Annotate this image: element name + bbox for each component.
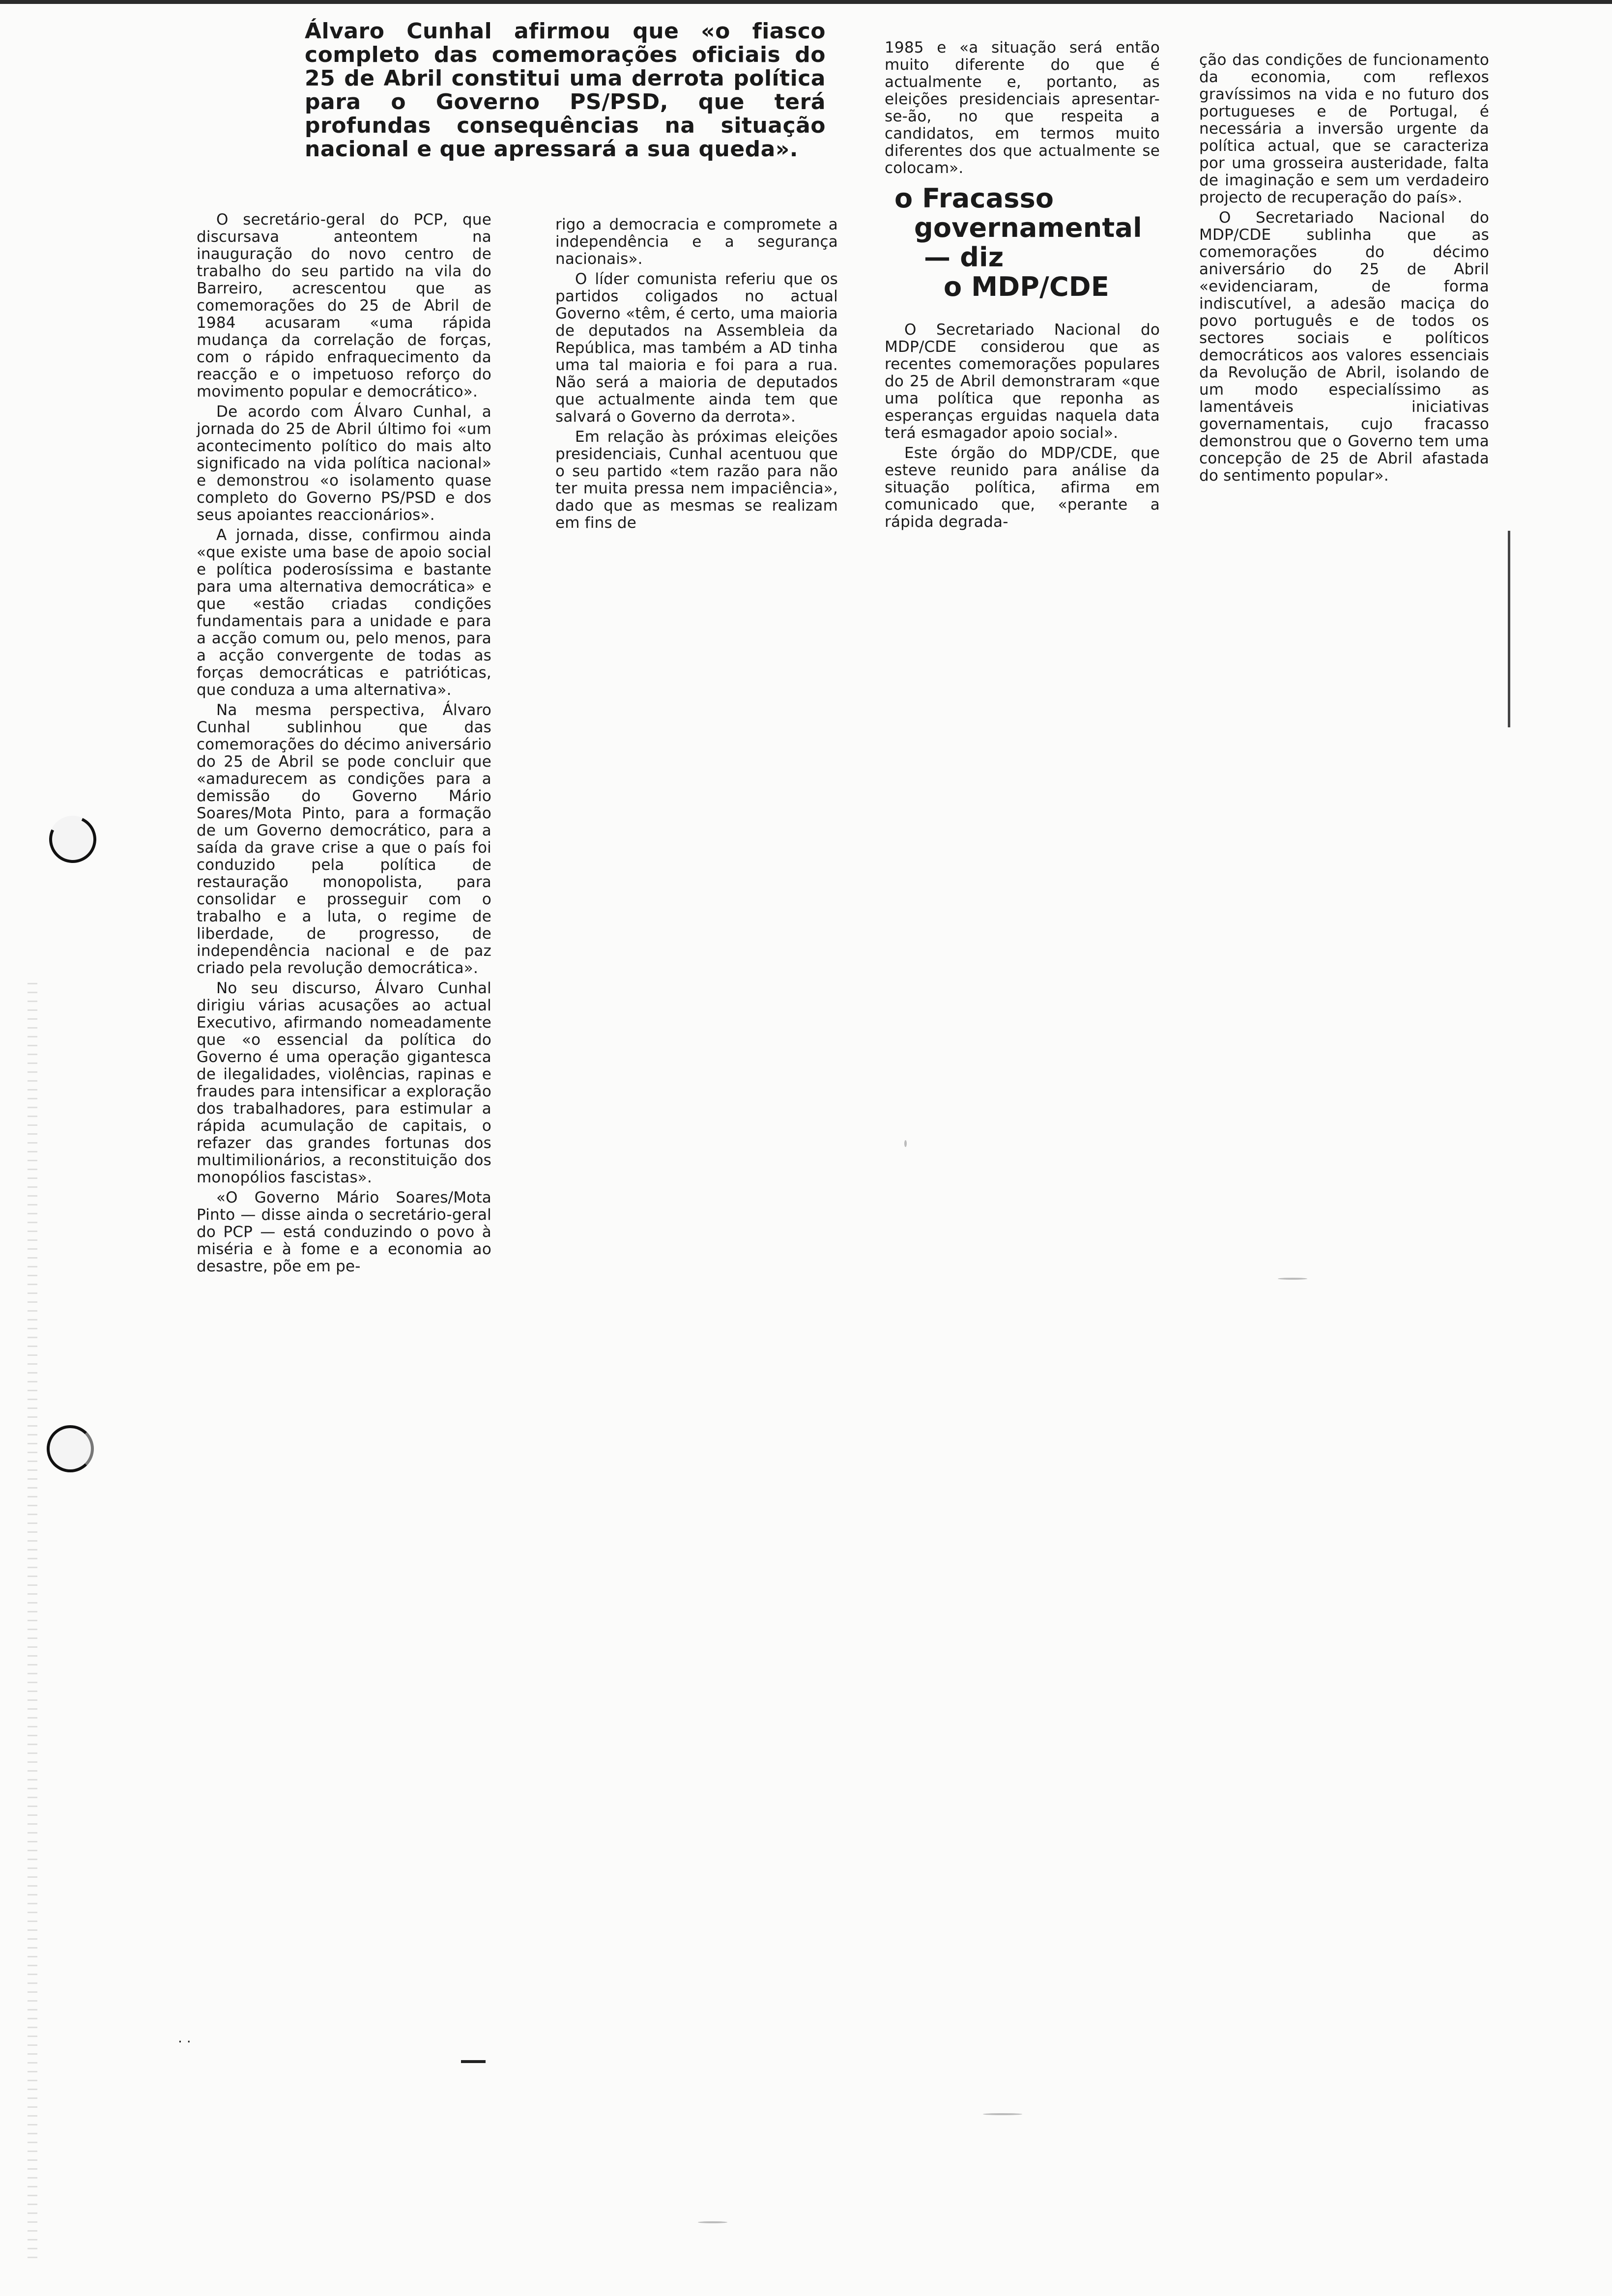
paragraph: rigo a democracia e compromete a independência e a segurança nacionais». (555, 216, 838, 268)
headline-line: o Fracasso (894, 183, 1054, 214)
trailing-dots: . . (178, 2030, 191, 2046)
article-column-1 (197, 211, 491, 1278)
paragraph: A jornada, disse, confirmou ainda «que existe uma base de apoio social e política poderosíssima e bastante para uma alternativa democrática» e que «estão criadas condições fundamentais para a unidade e para a acção comum ou, pelo menos, para a acção convergente de todas as forças democráticas e patrióticas, que conduza a uma alternativa». (197, 526, 491, 699)
paragraph: De acordo com Álvaro Cunhal, a jornada do 25 de Abril último foi «um acontecimento político do mais alto significado na vida política nacional» e demonstrou «o isolamento quase completo do Governo PS/PSD e dos seus apoiantes reaccionários». (197, 403, 491, 524)
article-column-2 (555, 216, 838, 535)
paragraph: O secretário-geral do PCP, que discursava anteontem na inauguração do novo centro de trabalho do seu partido na vila do Barreiro, acrescentou que as comemorações do 25 de Abril de 1984 acusaram «uma rápida mudança da correlação de forças, com o rápido enfraquecimento da reacção e o impetuoso reforço do movimento popular e democrático». (197, 211, 491, 401)
binder-hole-top (42, 809, 103, 869)
paragraph: ção das condições de funcionamento da economia, com reflexos gravíssimos na vida e no futuro dos portugueses e de Portugal, é necessária a inversão urgente da política actual, que se caracteriza por uma grosseira austeridade, falta de imaginação e sem um verdadeiro projecto de recuperação do país». (1199, 51, 1489, 206)
scan-speck (904, 1140, 907, 1147)
scan-speck (698, 2221, 727, 2223)
binder-hole-bottom (47, 1425, 94, 1472)
paragraph: O Secretariado Nacional do MDP/CDE considerou que as recentes comemorações populares do 25 de Abril demonstraram «que uma política que reponha as esperanças erguidas naquela data terá esmagador apoio social». (885, 321, 1160, 442)
paragraph: No seu discurso, Álvaro Cunhal dirigiu várias acusações ao actual Executivo, afirmando nomeadamente que «o essencial da política do Governo é uma operação gigantesca de ilegalidades, violências, rapinas e fraudes para intensificar a exploração dos trabalhadores, para estimular a rápida acumulação de capitais, o refazer das grandes fortunas dos multimilionários, a reconstituição dos monopólios fascistas». (197, 979, 491, 1186)
scan-edge-noise (28, 983, 37, 2261)
paragraph: O líder comunista referiu que os partidos coligados no actual Governo «têm, é certo, uma maioria de deputados na Assembleia da República, mas também a AD tinha uma tal maioria e foi para a rua. Não será a maioria de deputados que actualmente ainda tem que salvará o Governo da derrota». (555, 270, 838, 426)
article-end-mark (461, 2060, 486, 2063)
margin-mark (1508, 531, 1510, 727)
paragraph: Este órgão do MDP/CDE, que esteve reunido para análise da situação política, afirma em comunicado que, «perante a rápida degrada- (885, 444, 1160, 531)
top-border-line (0, 0, 1612, 4)
headline-line: o MDP/CDE (944, 271, 1109, 302)
section-headline (885, 184, 1160, 302)
paragraph: «O Governo Mário Soares/Mota Pinto — disse ainda o secretário-geral do PCP — está conduzindo o povo à miséria e à fome e a economia ao desastre, põe em pe- (197, 1189, 491, 1275)
scan-speck (1278, 1278, 1307, 1280)
article-lede: Álvaro Cunhal afirmou que «o fiasco completo das comemorações oficiais do 25 de Abril constitui uma derrota política para o Governo PS/PSD, que terá profundas consequências na situação nacional e que apressará a sua queda». (305, 19, 826, 162)
headline-line: governamental (914, 212, 1142, 243)
paragraph: O Secretariado Nacional do MDP/CDE sublinha que as comemorações do décimo aniversário do 25 de Abril «evidenciaram, de forma indiscutível, a adesão maciça do povo português e de todos os sectores sociais e políticos democráticos aos valores essenciais da Revolução de Abril, isolando de um modo especialíssimo as lamentáveis iniciativas governamentais, cujo fracasso demonstrou que o Governo tem uma concepção de 25 de Abril afastada do sentimento popular». (1199, 209, 1489, 485)
scan-speck (983, 2113, 1022, 2115)
article-column-3 (885, 39, 1160, 534)
headline-line: — diz (924, 242, 1004, 273)
paragraph: 1985 e «a situação será então muito diferente do que é actualmente e, portanto, as eleições presidenciais apresentar-se-ão, no que respeita a candidatos, em termos muito diferentes dos que actualmente se colocam». (885, 39, 1160, 177)
paragraph: Na mesma perspectiva, Álvaro Cunhal sublinhou que das comemorações do décimo aniversário do 25 de Abril se pode concluir que «amadurecem as condições para a demissão do Governo Mário Soares/Mota Pinto, para a formação de um Governo democrático, para a saída da grave crise a que o país foi conduzido pela política de restauração monopolista, para consolidar e prosseguir com o trabalho e a luta, o regime de liberdade, de progresso, de independência nacional e de paz criado pela revolução democrática». (197, 701, 491, 977)
paragraph: Em relação às próximas eleições presidenciais, Cunhal acentuou que o seu partido «tem razão para não ter muita pressa nem impaciência», dado que as mesmas se realizam em fins de (555, 428, 838, 532)
article-column-4 (1199, 52, 1489, 488)
